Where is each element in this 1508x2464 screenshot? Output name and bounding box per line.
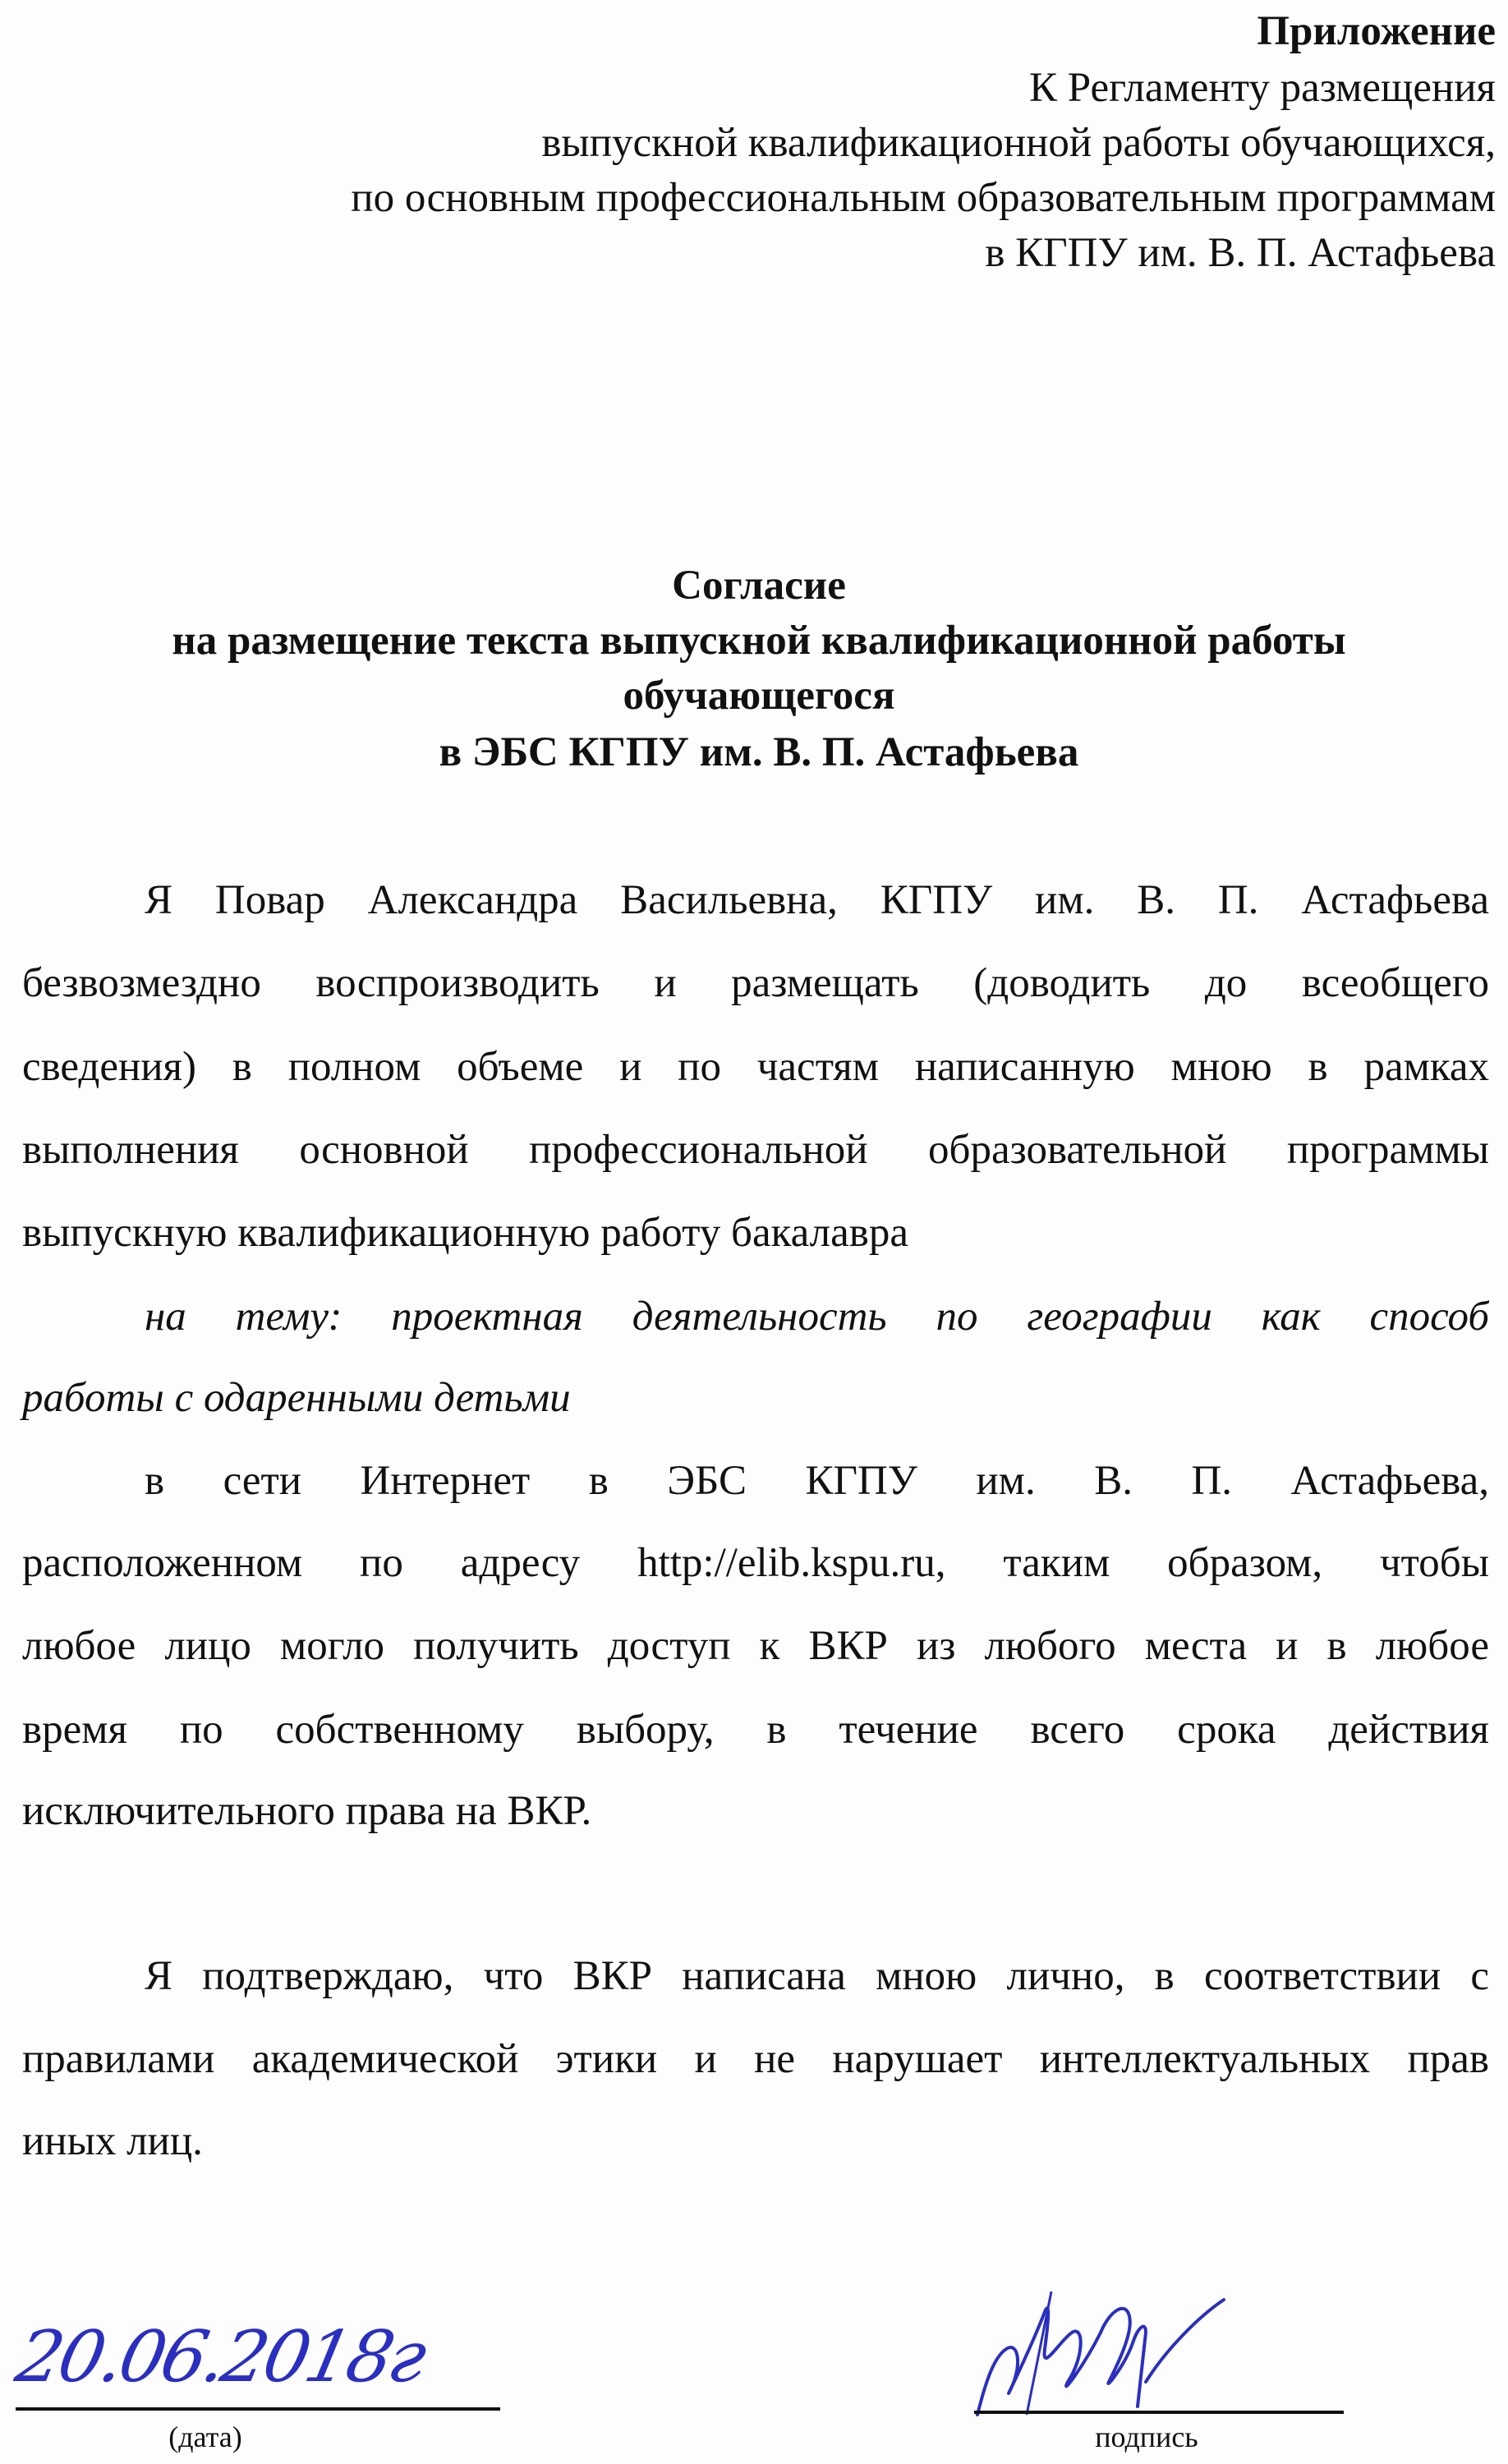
topic-line: работы с одаренными детьми [22, 1375, 571, 1421]
body-line: безвозмездно воспроизводить и размещать (доводить до всеобщего [22, 960, 1489, 1006]
body-line: выполнения основной профессиональной образовательной программы [22, 1127, 1489, 1173]
document-title: Согласие [672, 563, 846, 609]
date-line [16, 2407, 500, 2411]
body-line: иных лиц. [22, 2118, 203, 2164]
document-subtitle: обучающегося [623, 673, 895, 719]
body-line: в сети Интернет в ЭБС КГПУ им. В. П. Астафьева, [145, 1458, 1489, 1504]
body-line: любое лицо могло получить доступ к ВКР из любого места и в любое [22, 1623, 1489, 1669]
handwritten-date: 20.06.2018г [9, 2316, 431, 2398]
document-subtitle: на размещение текста выпускной квалификационной работы [172, 618, 1346, 664]
body-line: Я Повар Александра Васильевна, КГПУ им. В. П. Астафьева [145, 877, 1489, 923]
body-line: время по собственному выбору, в течение всего срока действия [22, 1707, 1489, 1753]
body-line: исключительного права на ВКР. [22, 1788, 592, 1834]
document-subtitle: в ЭБС КГПУ им. В. П. Астафьева [439, 729, 1079, 775]
body-line: правилами академической этики и не нарушает интеллектуальных прав [22, 2036, 1489, 2082]
body-line: расположенном по адресу http://elib.kspu.ru, таким образом, чтобы [22, 1540, 1489, 1586]
body-line: Я подтверждаю, что ВКР написана мною лично, в соответствии с [145, 1953, 1489, 1999]
topic-line: на тему: проектная деятельность по географии как способ [145, 1294, 1489, 1340]
header-line: выпускной квалификационной работы обучающихся, [541, 120, 1496, 166]
signature-line [974, 2411, 1344, 2414]
appendix-label: Приложение [1257, 8, 1496, 54]
body-line: сведения) в полном объеме и по частям написанную мною в рамках [22, 1044, 1489, 1090]
signature-icon [969, 2283, 1396, 2423]
body-line: выпускную квалификационную работу бакалавра [22, 1210, 908, 1256]
header-line: К Регламенту размещения [1029, 65, 1496, 111]
date-caption: (дата) [168, 2420, 242, 2453]
header-line: в КГПУ им. В. П. Астафьева [985, 230, 1496, 276]
header-line: по основным профессиональным образовательным программам [351, 175, 1496, 221]
signature-caption: подпись [1095, 2420, 1198, 2453]
